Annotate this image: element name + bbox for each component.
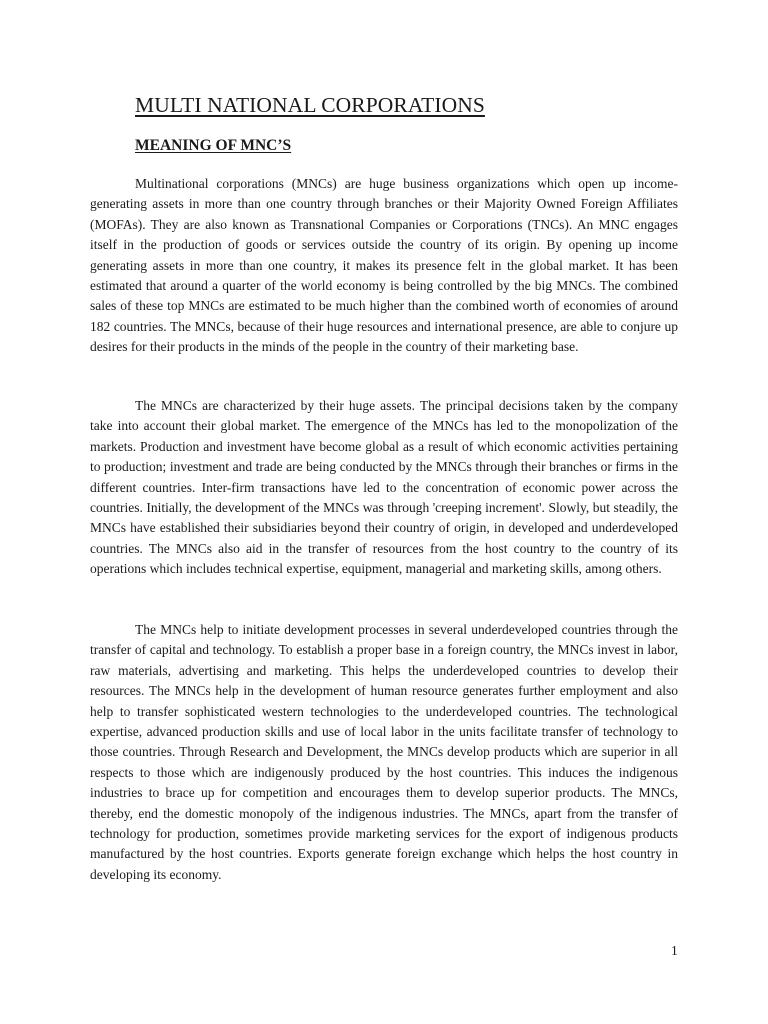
section-heading: MEANING OF MNC’S [135, 137, 292, 154]
paragraph-characteristics: The MNCs are characterized by their huge assets. The principal decisions taken by the company take into account their global market. The emergence of the MNCs has led to the monopolization of the markets. Production and investment have become global as a result of which economic activities pertaining to production; investment and trade are being conducted by the MNCs through their branches or firms in the different countries. Inter-firm transactions have led to the concentration of economic power across the countries. Initially, the development of the MNCs was through 'creeping increment'. Slowly, but steadily, the MNCs have established their subsidiaries beyond their country of origin, in developed and underdeveloped countries. The MNCs also aid in the transfer of resources from the host country to the country of its operations which includes technical expertise, equipment, managerial and marketing skills, among others. [90, 398, 678, 577]
paragraph-development: The MNCs help to initiate development processes in several underdeveloped countries through the transfer of capital and technology. To establish a proper base in a foreign country, the MNCs invest in labor, raw materials, advertising and marketing. This helps the underdeveloped countries to develop their resources. The MNCs help in the development of human resource generates further employment and also help to transfer sophisticated western technologies to the underdeveloped countries. The technological expertise, advanced production skills and use of local labor in the units facilitate transfer of technology to those countries. Through Research and Development, the MNCs develop products which are superior in all respects to those which are indigenously produced by the host countries. This induces the indigenous industries to brace up for competition and encourages them to develop superior products. The MNCs, thereby, end the domestic monopoly of the indigenous industries. The MNCs, apart from the transfer of technology for production, sometimes provide marketing services for the export of indigenous products manufactured by the host countries. Exports generate foreign exchange which helps the host country in developing its economy. [90, 622, 678, 882]
page-number: 1 [671, 943, 678, 958]
document-title: MULTI NATIONAL CORPORATIONS [135, 93, 485, 117]
paragraph-meaning: Multinational corporations (MNCs) are huge business organizations which open up income-generating assets in more than one country through branches or their Majority Owned Foreign Affiliates (MOFAs). They are also known as Transnational Companies or Corporations (TNCs). An MNC engages itself in the production of goods or services outside the country of its origin. By opening up income generating assets in more than one country, it makes its presence felt in the global market. It has been estimated that around a quarter of the world economy is being controlled by the big MNCs. The combined sales of these top MNCs are estimated to be much higher than the combined worth of economies of around 182 countries. The MNCs, because of their huge resources and international presence, are able to conjure up desires for their products in the minds of the people in the country of their marketing base. [90, 176, 678, 355]
